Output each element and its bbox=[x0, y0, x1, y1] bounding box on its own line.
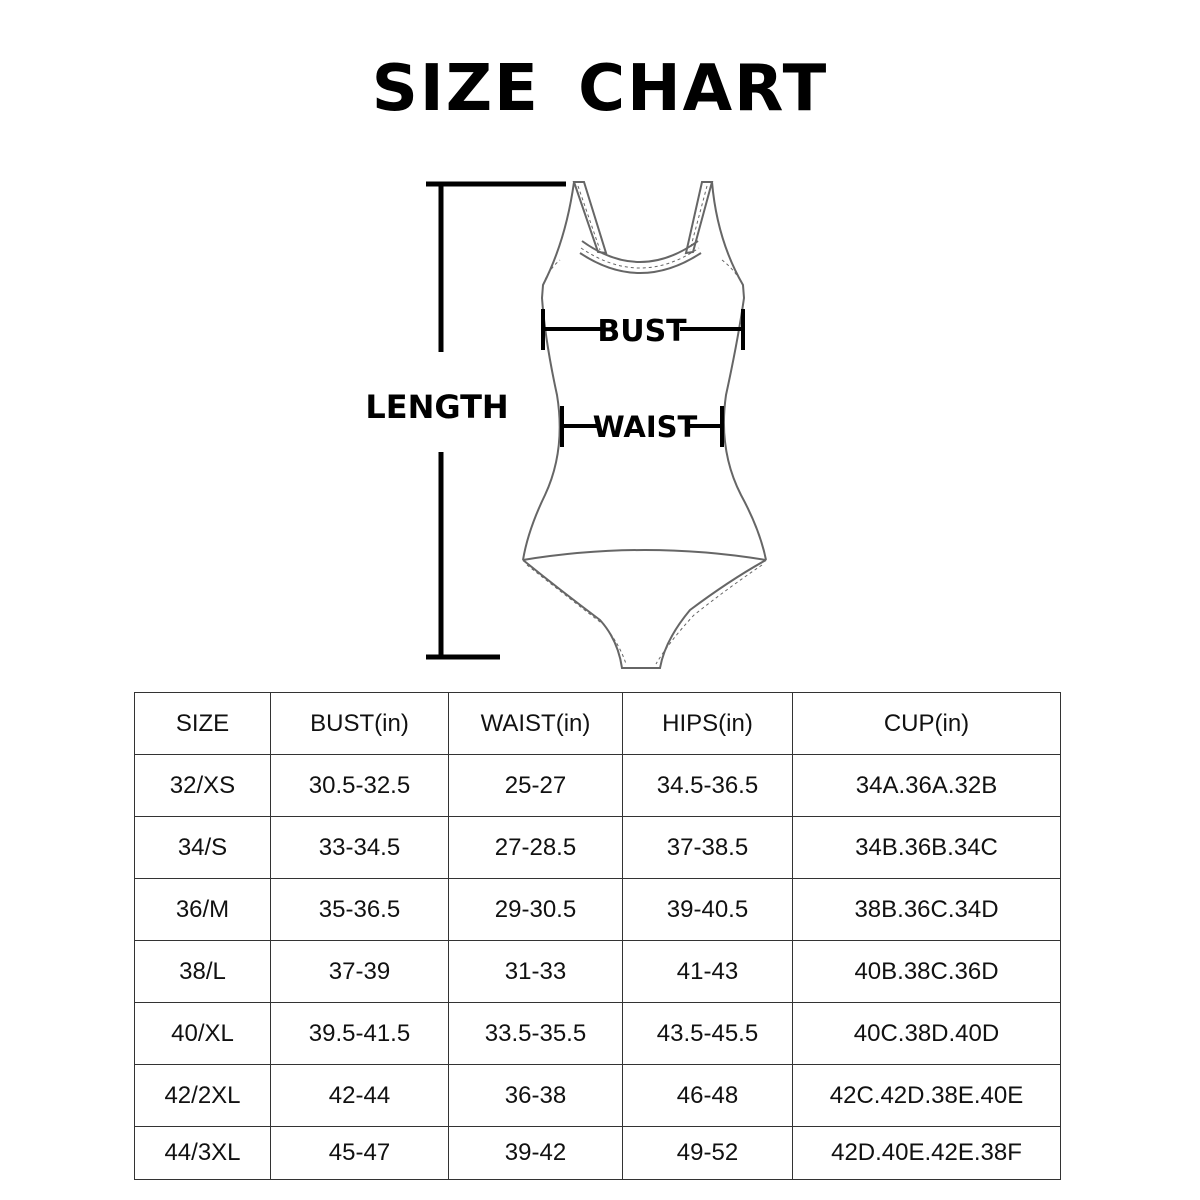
cell-cup: 34B.36B.34C bbox=[793, 817, 1061, 879]
header-size: SIZE bbox=[135, 693, 271, 755]
cell-cup: 38B.36C.34D bbox=[793, 879, 1061, 941]
header-hips: HIPS(in) bbox=[623, 693, 793, 755]
cell-size: 36/M bbox=[135, 879, 271, 941]
cell-size: 32/XS bbox=[135, 755, 271, 817]
cell-size: 34/S bbox=[135, 817, 271, 879]
cell-cup: 42C.42D.38E.40E bbox=[793, 1065, 1061, 1127]
cell-hips: 39-40.5 bbox=[623, 879, 793, 941]
length-label: LENGTH bbox=[365, 388, 509, 426]
cell-waist: 29-30.5 bbox=[449, 879, 623, 941]
table-row bbox=[135, 879, 1061, 941]
table-row bbox=[135, 1003, 1061, 1065]
cell-waist: 31-33 bbox=[449, 941, 623, 1003]
cell-hips: 34.5-36.5 bbox=[623, 755, 793, 817]
cell-hips: 46-48 bbox=[623, 1065, 793, 1127]
cell-hips: 43.5-45.5 bbox=[623, 1003, 793, 1065]
cell-waist: 36-38 bbox=[449, 1065, 623, 1127]
cell-cup: 34A.36A.32B bbox=[793, 755, 1061, 817]
bust-label: BUST bbox=[597, 314, 687, 349]
cell-bust: 30.5-32.5 bbox=[271, 755, 449, 817]
cell-bust: 39.5-41.5 bbox=[271, 1003, 449, 1065]
header-cup: CUP(in) bbox=[793, 693, 1061, 755]
cell-bust: 33-34.5 bbox=[271, 817, 449, 879]
cell-waist: 27-28.5 bbox=[449, 817, 623, 879]
table-row bbox=[135, 817, 1061, 879]
waist-label: WAIST bbox=[592, 410, 698, 444]
header-bust: BUST(in) bbox=[271, 693, 449, 755]
cell-bust: 37-39 bbox=[271, 941, 449, 1003]
cell-hips: 37-38.5 bbox=[623, 817, 793, 879]
table-row bbox=[135, 755, 1061, 817]
table-row bbox=[135, 1127, 1061, 1180]
header-waist: WAIST(in) bbox=[449, 693, 623, 755]
cell-size: 40/XL bbox=[135, 1003, 271, 1065]
page-title: SIZE CHART bbox=[371, 52, 829, 126]
cell-bust: 35-36.5 bbox=[271, 879, 449, 941]
cell-bust: 45-47 bbox=[271, 1127, 449, 1180]
cell-waist: 39-42 bbox=[449, 1127, 623, 1180]
cell-waist: 33.5-35.5 bbox=[449, 1003, 623, 1065]
cell-bust: 42-44 bbox=[271, 1065, 449, 1127]
table-row bbox=[135, 1065, 1061, 1127]
cell-cup: 42D.40E.42E.38F bbox=[793, 1127, 1061, 1180]
cell-size: 38/L bbox=[135, 941, 271, 1003]
table-header-row bbox=[135, 693, 1061, 755]
cell-cup: 40B.38C.36D bbox=[793, 941, 1061, 1003]
cell-waist: 25-27 bbox=[449, 755, 623, 817]
cell-hips: 49-52 bbox=[623, 1127, 793, 1180]
cell-size: 44/3XL bbox=[135, 1127, 271, 1180]
cell-hips: 41-43 bbox=[623, 941, 793, 1003]
table-row bbox=[135, 941, 1061, 1003]
cell-cup: 40C.38D.40D bbox=[793, 1003, 1061, 1065]
size-table bbox=[134, 692, 1061, 1180]
cell-size: 42/2XL bbox=[135, 1065, 271, 1127]
